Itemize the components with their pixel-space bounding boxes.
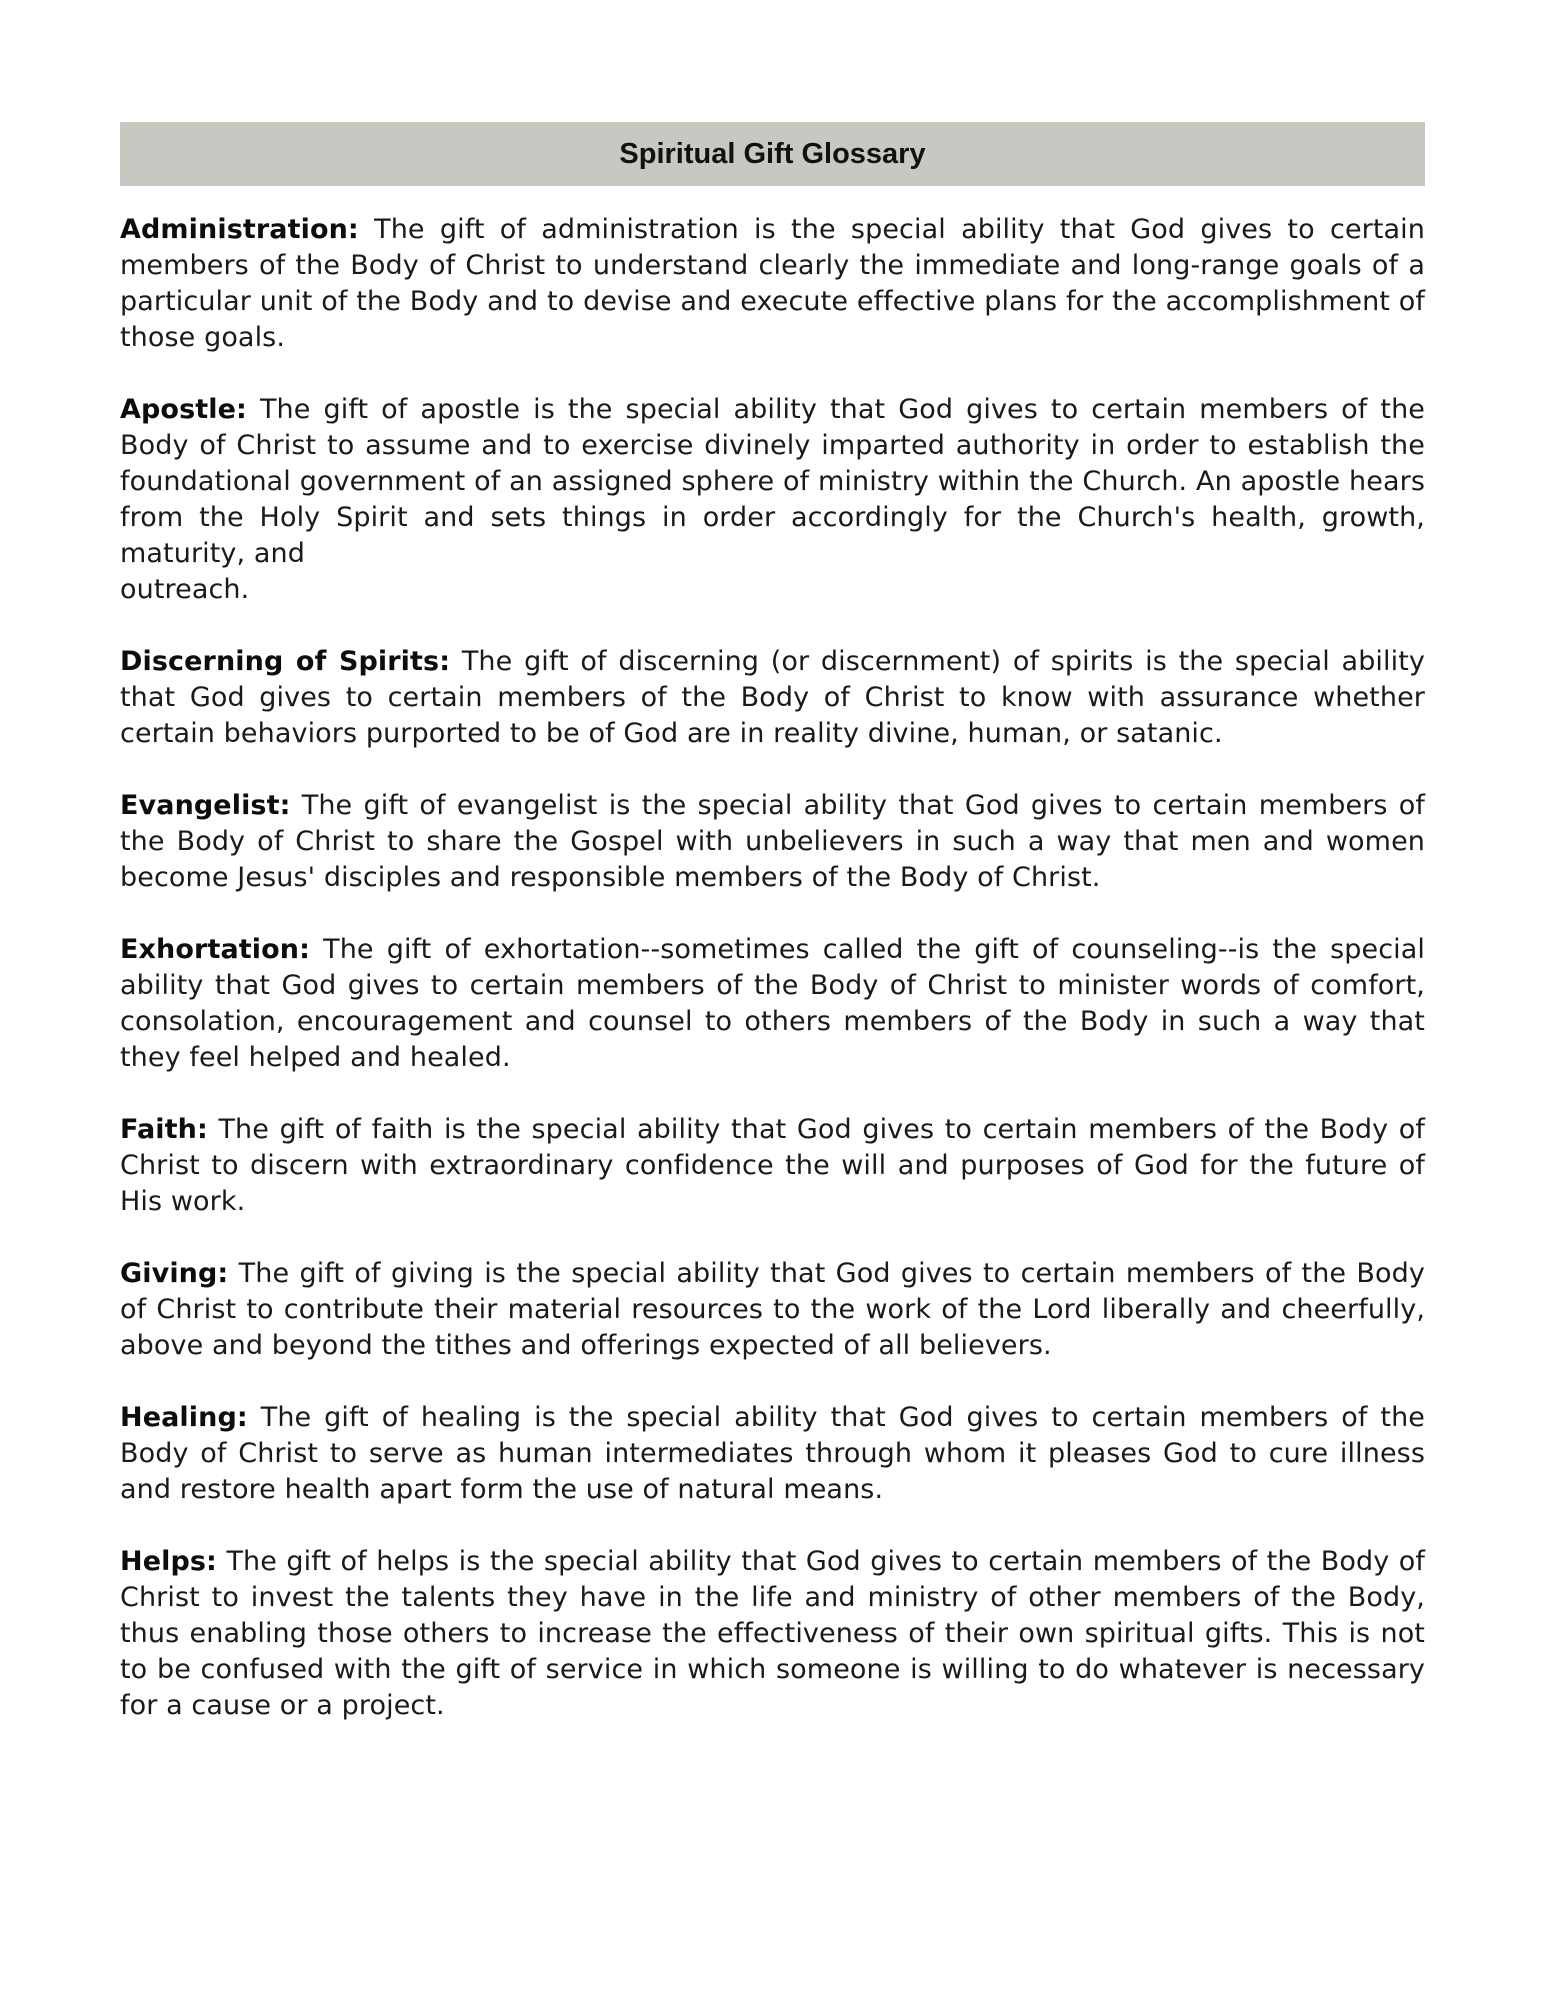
entry-exhortation <box>120 932 1425 1076</box>
term-label: Apostle: <box>120 394 247 425</box>
glossary-page <box>120 122 1425 1760</box>
entry-apostle <box>120 392 1425 608</box>
term-label: Faith: <box>120 1114 208 1145</box>
term-label: Evangelist: <box>120 790 291 821</box>
page-title: Spiritual Gift Glossary <box>120 122 1425 186</box>
definition-text: The gift of apostle is the special ability that God gives to certain members of the Body of Christ to assume and to exercise divinely imparted authority in order to establish the foundational government of an assigned sphere of ministry within the Church. An apostle hears from the Holy Spirit and sets things in order accordingly for the Church's health, growth, maturity, and <box>120 394 1425 569</box>
definition-text: The gift of giving is the special ability that God gives to certain members of the Body of Christ to contribute their material resources to the work of the Lord liberally and cheerfully, above and beyond the tithes and offerings expected of all believers. <box>120 1258 1425 1361</box>
term-label: Giving: <box>120 1258 229 1289</box>
term-label: Healing: <box>120 1402 248 1433</box>
entry-faith <box>120 1112 1425 1220</box>
definition-text: The gift of discerning (or discernment) of spirits is the special ability that God gives to certain members of the Body of Christ to know with assurance whether certain behaviors purported to be of God are in reality divine, human, or satanic. <box>120 646 1426 749</box>
definition-text: The gift of helps is the special ability that God gives to certain members of the Body of Christ to invest the talents they have in the life and ministry of other members of the Body, thus enabling those others to increase the effectiveness of their own spiritual gifts. This is not to be confused with the gift of service in which someone is willing to do whatever is necessary for a cause or a project. <box>120 1546 1425 1721</box>
term-label: Exhortation: <box>120 934 311 965</box>
definition-text: The gift of exhortation--sometimes called the gift of counseling--is the special ability that God gives to certain members of the Body of Christ to minister words of comfort, consolation, encouragement and counsel to others members of the Body in such a way that they feel helped and healed. <box>120 934 1426 1073</box>
entry-evangelist <box>120 788 1425 896</box>
definition-text: The gift of evangelist is the special ability that God gives to certain members of the Body of Christ to share the Gospel with unbelievers in such a way that men and women become Jesus' disciples and responsible members of the Body of Christ. <box>120 790 1425 893</box>
term-label: Administration: <box>120 214 359 245</box>
entry-helps <box>120 1544 1425 1724</box>
entry-healing <box>120 1400 1425 1508</box>
definition-text: The gift of faith is the special ability that God gives to certain members of the Body of Christ to discern with extraordinary confidence the will and purposes of God for the future of His work. <box>120 1114 1425 1217</box>
entry-discerning-of-spirits <box>120 644 1425 752</box>
definition-text: The gift of healing is the special ability that God gives to certain members of the Body of Christ to serve as human intermediates through whom it pleases God to cure illness and restore health apart form the use of natural means. <box>120 1402 1425 1505</box>
term-label: Helps: <box>120 1546 217 1577</box>
entry-giving <box>120 1256 1425 1364</box>
definition-continuation: outreach. <box>120 574 250 605</box>
term-label: Discerning of Spirits: <box>120 646 451 677</box>
entry-administration <box>120 212 1425 356</box>
definition-text: The gift of administration is the special ability that God gives to certain members of the Body of Christ to understand clearly the immediate and long-range goals of a particular unit of the Body and to devise and execute effective plans for the accomplishment of those goals. <box>120 214 1425 353</box>
